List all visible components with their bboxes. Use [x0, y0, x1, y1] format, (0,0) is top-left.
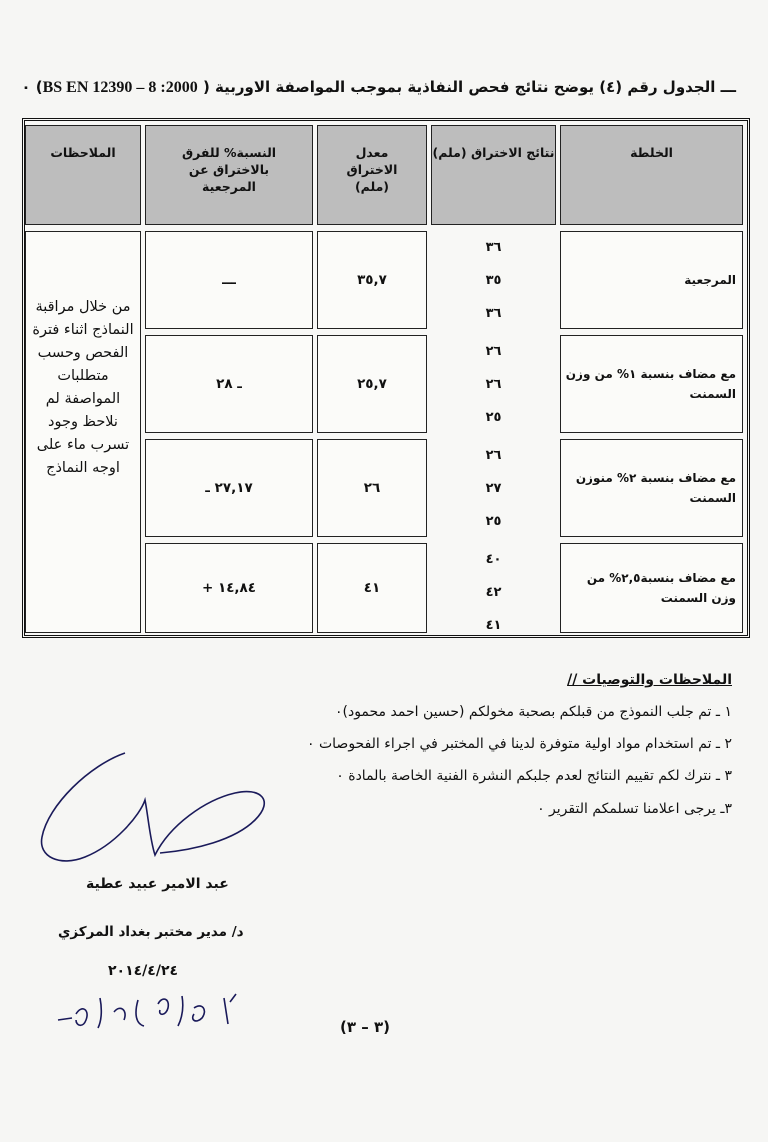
reading: ٣٥ [485, 273, 502, 288]
row-4-mix [560, 543, 743, 633]
row-4-readings [431, 543, 556, 633]
signature-date: ٢٠١٤/٤/٢٤ [108, 963, 179, 979]
difference-value: ـ ٢٨ [216, 376, 242, 392]
reading: ٢٦ [485, 344, 502, 359]
row-1-difference [145, 231, 313, 329]
page-number: (٣ – ٣) [340, 1018, 390, 1036]
caption-prefix: ـــ الجدول رقم (٤) يوضح نتائج فحص النفاذية بموجب المواصفة الاوربية ( [197, 78, 736, 96]
average-value: ٤١ [363, 580, 381, 596]
reading: ٢٥ [485, 514, 502, 529]
reading: ٤١ [485, 618, 502, 633]
mix-label: مع مضاف بنسبة٢,٥% من وزن السمنت [586, 571, 736, 605]
row-1-mix [560, 231, 743, 329]
header-mix: الخلطة [560, 125, 743, 225]
recommendation-item: ٣ـ يرجى اعلامنا تسلمكم التقرير ٠ [537, 801, 732, 817]
reading: ٣٦ [485, 306, 502, 321]
row-3-readings [431, 439, 556, 537]
header-notes: الملاحظات [25, 125, 141, 225]
row-4-difference [145, 543, 313, 633]
permeability-table [22, 118, 750, 638]
table-caption [16, 78, 736, 97]
caption-standard: BS EN 12390 – 8 :2000 [42, 79, 198, 96]
reading: ٣٦ [485, 240, 502, 255]
mix-label: المرجعية [684, 273, 736, 287]
difference-value: ١٤,٨٤ + [201, 580, 257, 596]
reading: ٤٢ [485, 585, 502, 600]
row-4-average [317, 543, 427, 633]
handwritten-signature [30, 745, 280, 875]
average-value: ٢٥,٧ [357, 376, 387, 392]
recommendation-item: ٢ ـ تم استخدام مواد اولية متوفرة لدينا في المختبر في اجراء الفحوصات ٠ [307, 736, 732, 752]
mix-label: مع مضاف بنسبة ١% من وزن السمنت [565, 367, 736, 401]
row-3-average [317, 439, 427, 537]
header-average: معدل الاختراق (ملم) [317, 125, 427, 225]
reading: ٤٠ [485, 552, 502, 567]
row-3-mix [560, 439, 743, 537]
handwritten-initials [54, 984, 254, 1040]
reading: ٢٥ [485, 410, 502, 425]
header-difference: النسبة% للفرق بالاختراق عن المرجعية [145, 125, 313, 225]
row-2-mix [560, 335, 743, 433]
row-3-difference [145, 439, 313, 537]
average-value: ٢٦ [363, 480, 381, 496]
mix-label: مع مضاف بنسبة ٢% منوزن السمنت [575, 471, 736, 505]
recommendations-title: الملاحظات والتوصيات // [567, 672, 732, 688]
average-value: ٣٥,٧ [357, 272, 387, 288]
notes-cell [25, 231, 141, 633]
reading: ٢٧ [485, 481, 502, 496]
difference-value: ـــ [222, 272, 236, 288]
header-results: نتائج الاختراق (ملم) [431, 125, 556, 225]
signatory-name: عبد الامير عبيد عطية [86, 876, 229, 892]
caption-suffix: ) ٠ [21, 78, 43, 96]
row-2-average [317, 335, 427, 433]
row-2-readings [431, 335, 556, 433]
difference-value: ٢٧,١٧ ـ [205, 480, 253, 496]
row-1-readings [431, 231, 556, 329]
signatory-title: د/ مدير مختبر بغداد المركزي [58, 924, 244, 940]
row-2-difference [145, 335, 313, 433]
recommendation-item: ٣ ـ نترك لكم تقييم النتائج لعدم جلبكم النشرة الفنية الخاصة بالمادة ٠ [336, 768, 732, 784]
reading: ٢٦ [485, 448, 502, 463]
reading: ٢٦ [485, 377, 502, 392]
notes-text: من خلال مراقبة النماذج اثناء فترة الفحص وحسب متطلبات المواصفة لم نلاحظ وجود تسرب ماء على اوجه النماذج [32, 299, 134, 476]
row-1-average [317, 231, 427, 329]
recommendation-item: ١ ـ تم جلب النموذج من قبلكم بصحبة مخولكم (حسين احمد محمود)٠ [334, 704, 732, 720]
